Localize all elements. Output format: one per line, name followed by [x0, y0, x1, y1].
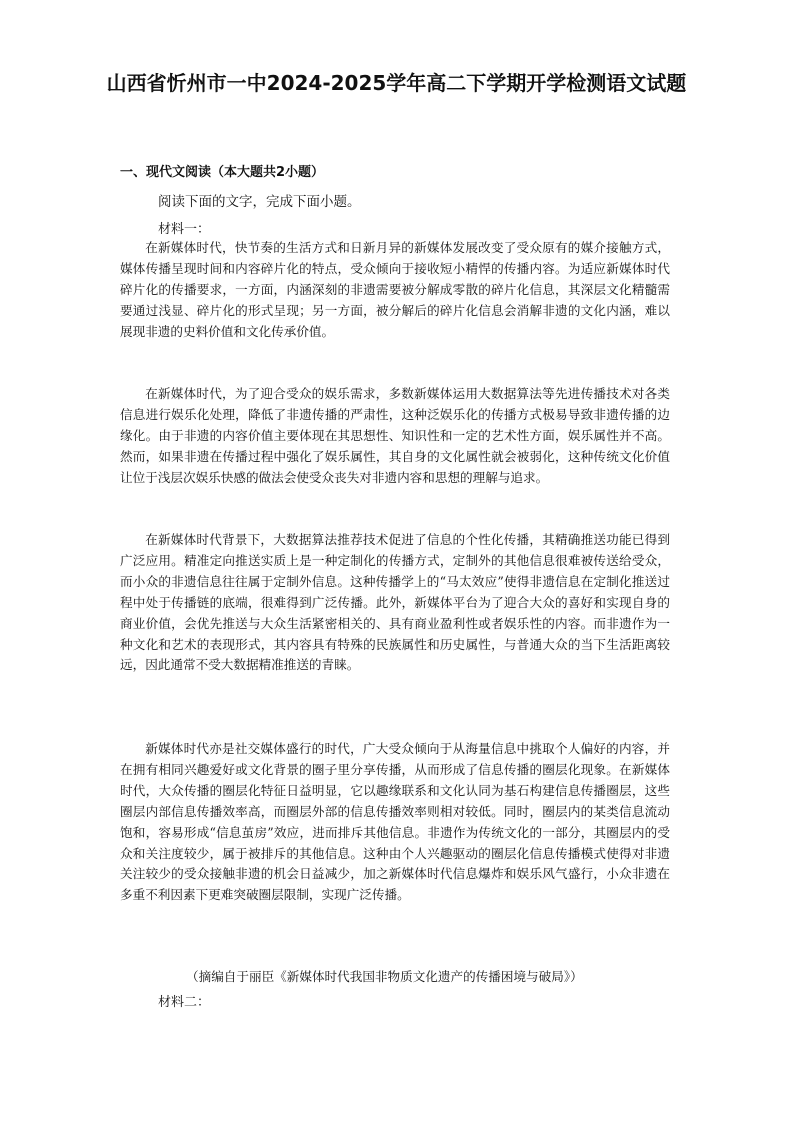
paragraph: 在新媒体时代，快节奏的生活方式和日新月异的新媒体发展改变了受众原有的媒介接触方式，媒体传播呈现时间和内容碎片化的特点，受众倾向于接收短小精悍的传播内容。为适应新媒体时代碎片化的传播要求，一方面，内涵深刻的非遗需要被分解成零散的碎片化信息，其深层文化精髓需要通过浅显、碎片化的形式呈现；另一方面，被分解后的碎片化信息会消解非遗的文化内涵，难以展现非遗的史料价值和文化传承价值。	[120, 240, 670, 339]
paragraph: 在新媒体时代背景下，大数据算法推荐技术促进了信息的个性化传播，其精确推送功能已得到广泛应用。精准定向推送实质上是一种定制化的传播方式，定制外的其他信息很难被传送给受众，而小众的非遗信息往往属于定制外信息。这种传播学上的“马太效应”使得非遗信息在定制化推送过程中处于传播链的底端，很难得到广泛传播。此外，新媒体平台为了迎合大众的喜好和实现自身的商业价值，会优先推送与大众生活紧密相关的、具有商业盈利性或者娱乐性的内容。而非遗作为一种文化和艺术的表现形式，其内容具有特殊的民族属性和历史属性，与普通大众的当下生活距离较远，因此通常不受大数据精准推送的青睐。	[120, 532, 670, 673]
page-title: 山西省忻州市一中2024-2025学年高二下学期开学检测语文试题	[106, 71, 687, 95]
paragraph: 新媒体时代亦是社交媒体盛行的时代，广大受众倾向于从海量信息中挑取个人偏好的内容，并在拥有相同兴趣爱好或文化背景的圈子里分享传播，从而形成了信息传播的圈层化现象。在新媒体时代，大众传播的圈层化特征日益明显，它以趣缘联系和文化认同为基石构建信息传播圈层，这些圈层内部信息传播效率高，而圈层外部的信息传播效率则相对较低。同时，圈层内的某类信息流动饱和，容易形成“信息茧房”效应，进而排斥其他信息。非遗作为传统文化的一部分，其圈层内的受众和关注度较少，属于被排斥的其他信息。这种由个人兴趣驱动的圈层化信息传播模式使得对非遗关注较少的受众接触非遗的机会日益减少，加之新媒体时代信息爆炸和娱乐风气盛行，小众非遗在多重不利因素下更难突破圈层限制，实现广泛传播。	[120, 741, 670, 903]
material-one-label: 材料一：	[158, 222, 211, 237]
section-heading: 一、现代文阅读（本大题共2小题）	[120, 165, 325, 180]
material-two-label: 材料二：	[158, 995, 211, 1010]
source-citation: （摘编自于丽臣《新媒体时代我国非物质文化遗产的传播困境与破局》）	[186, 969, 583, 984]
paragraph: 在新媒体时代，为了迎合受众的娱乐需求，多数新媒体运用大数据算法等先进传播技术对各类信息进行娱乐化处理，降低了非遗传播的严肃性，这种泛娱乐化的传播方式极易导致非遗传播的边缘化。由于非遗的内容价值主要体现在其思想性、知识性和一定的艺术性方面，娱乐属性并不高。然而，如果非遗在传播过程中强化了娱乐属性，其自身的文化属性就会被弱化，这种传统文化价值让位于浅层次娱乐快感的做法会使受众丧失对非遗内容和思想的理解与追求。	[120, 386, 670, 485]
instruction: 阅读下面的文字，完成下面小题。	[158, 194, 361, 210]
